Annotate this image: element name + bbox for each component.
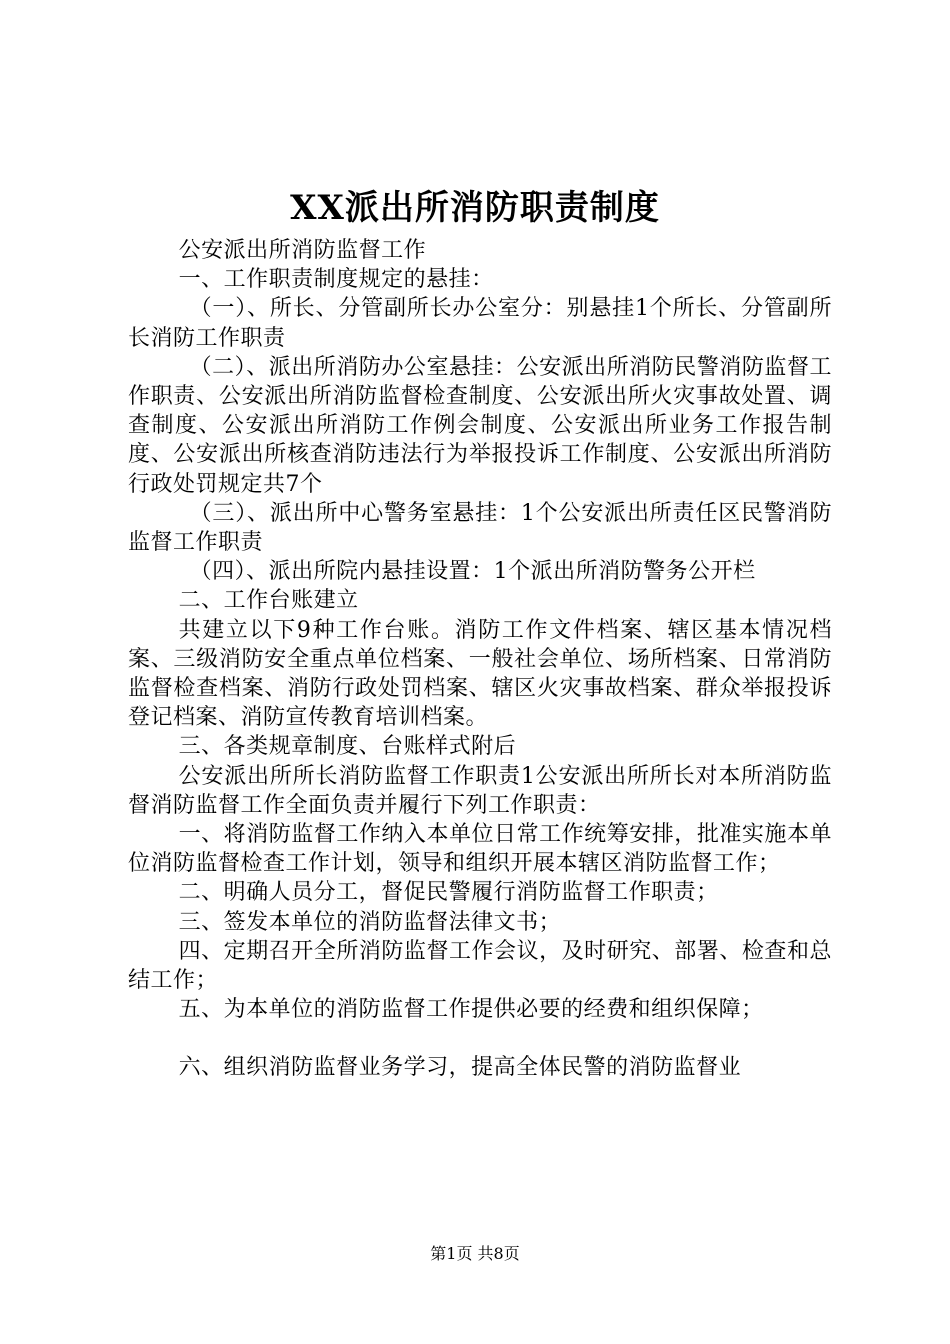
paragraph: 公安派出所所长消防监督工作职责1公安派出所所长对本所消防监督消防监督工作全面负责并履行下列工作职责： xyxy=(128,763,832,818)
paragraph: 三、签发本单位的消防监督法律文书； xyxy=(178,909,562,935)
paragraph: 一、工作职责制度规定的悬挂： xyxy=(178,267,494,293)
paragraph: （二）、派出所消防办公室悬挂：公安派出所消防民警消防监督工作职责、公安派出所消防监督检查制度、公安派出所火灾事故处置、调查制度、公安派出所消防工作例会制度、公安派出所业务工作报告制度、公安派出所核查消防违法行为举报投诉工作制度、公安派出所消防行政处罚规定共7个 xyxy=(128,354,832,497)
paragraph: （一）、所长、分管副所长办公室分：别悬挂1个所长、分管副所长消防工作职责 xyxy=(128,296,832,351)
document-body xyxy=(128,236,832,1083)
document-title: XX派出所消防职责制度 xyxy=(290,188,660,228)
paragraph: 三、各类规章制度、台账样式附后 xyxy=(178,734,517,760)
paragraph: 五、为本单位的消防监督工作提供必要的经费和组织保障； xyxy=(178,997,764,1023)
paragraph: 六、组织消防监督业务学习，提高全体民警的消防监督业 xyxy=(178,1055,742,1081)
paragraph: 四、定期召开全所消防监督工作会议，及时研究、部署、检查和总结工作； xyxy=(128,938,832,994)
paragraph: 二、明确人员分工，督促民警履行消防监督工作职责； xyxy=(178,880,719,906)
paragraph: （三）、派出所中心警务室悬挂：1个公安派出所责任区民警消防监督工作职责 xyxy=(128,500,832,556)
paragraph: 公安派出所消防监督工作 xyxy=(178,238,427,263)
page-footer: 第1页 共8页 xyxy=(430,1244,520,1263)
paragraph: 二、工作台账建立 xyxy=(178,588,359,614)
paragraph: （四）、派出所院内悬挂设置：1个派出所消防警务公开栏 xyxy=(189,559,756,585)
paragraph: 一、将消防监督工作纳入本单位日常工作统筹安排，批准实施本单位消防监督检查工作计划，领导和组织开展本辖区消防监督工作； xyxy=(128,822,832,877)
paragraph: 共建立以下9种工作台账。消防工作文件档案、辖区基本情况档案、三级消防安全重点单位档案、一般社会单位、场所档案、日常消防监督检查档案、消防行政处罚档案、辖区火灾事故档案、群众举报投诉登记档案、消防宣传教育培训档案。 xyxy=(128,617,832,731)
